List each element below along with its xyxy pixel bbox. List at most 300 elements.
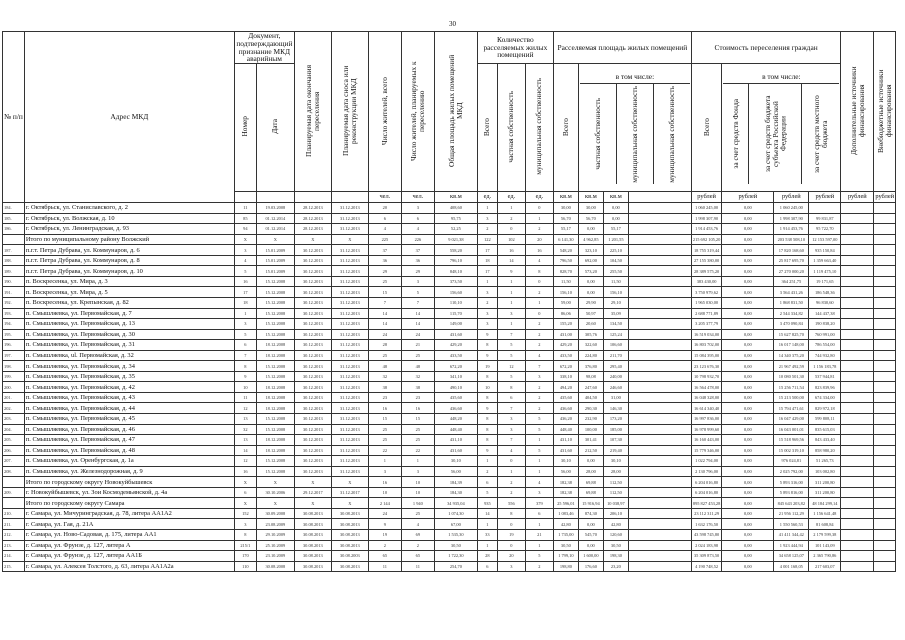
cell-rooms-private: 14 (497, 255, 525, 266)
cell-cost-subject-budget: 1 914 453,76 (774, 224, 809, 235)
row-number: 201. (3, 392, 25, 403)
cell-rooms-total: 18 (477, 255, 497, 266)
cell-extra-budget (874, 498, 896, 509)
cell-residents-total: 4 (368, 224, 401, 235)
cell-cost-subject-budget: 1 868 831,50 (774, 297, 809, 308)
cell-residents-planned: 1 (401, 456, 434, 467)
cell-cost-subject-budget: 25 817 695,70 (774, 255, 809, 266)
cell-cost-subject-budget: 4 001 168,05 (774, 561, 809, 572)
cell-total-area: 433,50 (434, 350, 477, 361)
cell-area-total: 436,60 (553, 403, 578, 414)
cell-cost-subject-budget: 21 956 112,29 (774, 508, 809, 519)
cell-doc-number: 13 (234, 414, 256, 425)
cell-rooms-private: 0 (497, 540, 525, 551)
header-cost-in-that-number: в том числе: за счет средств Фонда за счет средств бюджета субъекта Российской Федерации за счет средств местного бюджета (722, 64, 841, 192)
cell-doc-number: 6 (234, 340, 256, 351)
cell-cost-total: 383 430,00 (691, 276, 721, 287)
cell-planned-demolition: X (331, 498, 368, 509)
cell-rooms-total: 6 (477, 561, 497, 572)
cell-extra-sources: 935 150,84 (809, 245, 841, 256)
cell-doc-number: 5 (234, 266, 256, 277)
cell-rooms-total: 3 (477, 308, 497, 319)
cell-cost-fund: 0,00 (722, 319, 774, 330)
cell-cost-total: 895 827 453,28 (691, 498, 721, 509)
cell-area-total: 25 596,01 (553, 498, 578, 509)
cell-planned-demolition: 31.12.2013 (331, 203, 368, 214)
header-extra-budget: Внебюджетные источники финансирования (874, 32, 896, 192)
cell-rooms-private: 0 (497, 224, 525, 235)
cell-cost-total: 16 519 034,00 (691, 329, 721, 340)
cell-cost-fund: 0,00 (722, 519, 774, 530)
header-address: Адрес МКД (24, 32, 234, 203)
cell-cost-fund: 0,00 (722, 487, 774, 498)
cell-planned-demolition: 31.12.2013 (331, 392, 368, 403)
cell-rooms-total: 9 (477, 445, 497, 456)
blank-cell (628, 477, 691, 488)
cell-residents-total: 1 (368, 456, 401, 467)
cell-area-municipal: 206,10 (603, 508, 628, 519)
cell-cost-total: 16 564 478,00 (691, 382, 721, 393)
cell-doc-date: 01.12.2014 (256, 213, 294, 224)
row-number: 195. (3, 329, 25, 340)
cell-cost-subject-budget: 15 794 471,61 (774, 403, 809, 414)
row-address: г. Самара, ул. Фрунзе, д. 127, литера АА1Б (24, 551, 234, 562)
cell-extra-budget (874, 477, 896, 488)
cell-planned-resettlement: 30.12.2013 (294, 350, 331, 361)
unit: рублей (722, 192, 774, 203)
cell-area-private: 874,30 (578, 508, 603, 519)
table-row (3, 487, 896, 498)
cell-rooms-municipal: 4 (525, 350, 553, 361)
cell-residents-total: 14 (368, 319, 401, 330)
table-row (3, 245, 896, 256)
subtotal-label: Итого по муниципальному району Волжский (24, 234, 234, 245)
cell-doc-number: 4 (234, 255, 256, 266)
subtotal-row (3, 234, 896, 245)
table-row (3, 540, 896, 551)
cell-doc-number: 1 (234, 308, 256, 319)
table-row (3, 371, 896, 382)
cell-rooms-municipal: 0 (525, 276, 553, 287)
table-row (3, 551, 896, 562)
cell-rooms-municipal: 1 (525, 519, 553, 530)
cell-rooms-municipal: 5 (525, 551, 553, 562)
cell-cost-total: 1 965 030,00 (691, 297, 721, 308)
cell-doc-number: 10 (234, 382, 256, 393)
cell-rooms-total: 6 (477, 477, 497, 488)
cell-rooms-municipal: 2 (525, 340, 553, 351)
cell-cost-local-budget (841, 466, 874, 477)
cell-rooms-total: 2 (477, 224, 497, 235)
cell-cost-total: 15 779 346,00 (691, 445, 721, 456)
blank-cell (628, 297, 691, 308)
cell-cost-local-budget (841, 487, 874, 498)
cell-extra-sources: 829 972,18 (809, 403, 841, 414)
cell-planned-demolition: 31.12.2013 (331, 371, 368, 382)
cell-rooms-total: 3 (477, 319, 497, 330)
cell-area-private: 69,88 (578, 477, 603, 488)
cell-area-total: 56,70 (553, 213, 578, 224)
header-area-municipal-2: муниципальная собственность (666, 85, 676, 183)
cell-area-private: 0,00 (578, 456, 603, 467)
cell-area-private: 376,80 (578, 361, 603, 372)
cell-total-area: 184,39 (434, 477, 477, 488)
cell-planned-resettlement: 30.12.2013 (294, 361, 331, 372)
cell-rooms-total: 122 (477, 234, 497, 245)
table-row (3, 392, 896, 403)
cell-cost-subject-budget: 15 002 319,10 (774, 445, 809, 456)
blank-cell (628, 403, 691, 414)
cell-residents-planned: 10 (401, 487, 434, 498)
cell-cost-local-budget (841, 350, 874, 361)
cell-rooms-total: 2 (477, 297, 497, 308)
table-row (3, 466, 896, 477)
cell-total-area: 796,10 (434, 255, 477, 266)
cell-area-municipal: 35,09 (603, 308, 628, 319)
cell-extra-sources: 48 184 299,14 (809, 498, 841, 509)
cell-cost-fund: 0,00 (722, 213, 774, 224)
cell-cost-local-budget (841, 519, 874, 530)
cell-area-private: 290,30 (578, 403, 603, 414)
table-row (3, 329, 896, 340)
cell-area-private: 28,00 (578, 466, 603, 477)
cell-area-municipal: 134,50 (603, 319, 628, 330)
cell-rooms-private: 2 (497, 213, 525, 224)
cell-total-area: 156,60 (434, 287, 477, 298)
cell-rooms-private: 7 (497, 329, 525, 340)
cell-area-municipal: 173,20 (603, 414, 628, 425)
cell-extra-budget (874, 308, 896, 319)
blank-cell (628, 435, 691, 446)
cell-cost-fund: 0,00 (722, 287, 774, 298)
cell-extra-budget (874, 266, 896, 277)
header-rooms-total: Всего (477, 64, 497, 192)
cell-rooms-total: 1 (477, 519, 497, 530)
row-number: 211. (3, 519, 25, 530)
cell-cost-subject-budget: 41 411 344,42 (774, 530, 809, 541)
cell-cost-subject-budget: 1 060 245,00 (774, 203, 809, 214)
cell-rooms-private: 8 (497, 508, 525, 519)
cell-area-municipal: 10 038,97 (603, 498, 628, 509)
cell-rooms-total: 3 (477, 287, 497, 298)
cell-doc-date: 15.12.2008 (256, 371, 294, 382)
cell-cost-total: 16 048 328,00 (691, 392, 721, 403)
cell-rooms-municipal: 2 (525, 382, 553, 393)
cell-planned-resettlement: 30.12.2013 (294, 319, 331, 330)
cell-extra-sources: 51 265,73 (809, 456, 841, 467)
cell-residents-planned: 1 940 (401, 498, 434, 509)
cell-rooms-private: 3 (497, 561, 525, 572)
cell-planned-resettlement: 30.12.2013 (294, 424, 331, 435)
table-row (3, 287, 896, 298)
cell-doc-date: 15.12.2008 (256, 319, 294, 330)
row-address: п. Смышляевка, ул. Первомайская, д. 46 (24, 424, 234, 435)
cell-planned-resettlement: 30.08.2013 (294, 508, 331, 519)
cell-residents-total: 15 (368, 287, 401, 298)
header-area-in-that-number: в том числе: частная собственность муниципальная собственность муниципальная собственность (578, 64, 691, 192)
cell-planned-demolition: X (331, 234, 368, 245)
blank-cell (628, 266, 691, 277)
cell-doc-date: 18.12.2008 (256, 382, 294, 393)
cell-planned-resettlement: 30.08.2013 (294, 540, 331, 551)
cell-area-municipal: 240,00 (603, 371, 628, 382)
cell-residents-total: 14 (368, 308, 401, 319)
cell-cost-local-budget (841, 551, 874, 562)
cell-cost-subject-budget: 364 251,75 (774, 276, 809, 287)
cell-residents-total: 37 (368, 245, 401, 256)
cell-area-private: 0,00 (578, 224, 603, 235)
unit: рублей (809, 192, 841, 203)
cell-cost-subject-budget: 15 256 711,54 (774, 382, 809, 393)
cell-residents-planned: 69 (401, 530, 434, 541)
cell-rooms-municipal: 2 (525, 287, 553, 298)
cell-planned-resettlement: 30.12.2013 (294, 287, 331, 298)
row-address: г. Новокуйбышевск, ул. Зои Космодемьянской, д. 4а (24, 487, 234, 498)
resettlement-table (2, 31, 896, 572)
cell-doc-date: 15.12.2008 (256, 287, 294, 298)
cell-planned-resettlement: X (294, 498, 331, 509)
cell-rooms-total: 9 (477, 403, 497, 414)
cell-planned-resettlement: 30.08.2013 (294, 551, 331, 562)
row-address: г. Октябрьск, ул. Волжская, д. 10 (24, 213, 234, 224)
cell-area-private: 232,90 (578, 414, 603, 425)
blank-cell (628, 498, 691, 509)
cell-cost-fund: 0,00 (722, 350, 774, 361)
cell-rooms-total: 1 (477, 203, 497, 214)
cell-area-total: 828,70 (553, 266, 578, 277)
cell-planned-resettlement: 28.12.2013 (294, 213, 331, 224)
cell-planned-resettlement: 30.12.2013 (294, 403, 331, 414)
cell-planned-demolition: 31.12.2013 (331, 424, 368, 435)
cell-cost-subject-budget: 5 893 316,00 (774, 477, 809, 488)
cell-area-municipal: 23,20 (603, 561, 628, 572)
cell-cost-total: 23 123 676,30 (691, 361, 721, 372)
cell-cost-total: 2 688 771,89 (691, 308, 721, 319)
cell-area-private: 301,41 (578, 435, 603, 446)
cell-cost-total: 1 022 794,00 (691, 456, 721, 467)
cell-rooms-municipal: 5 (525, 445, 553, 456)
table-row (3, 350, 896, 361)
units-spacer-date (256, 192, 294, 203)
header-rooms-private: частная собственность (497, 64, 525, 192)
header-cost-local-budget: за счет средств местного бюджета (812, 95, 829, 173)
cell-extra-sources (809, 203, 841, 214)
cell-extra-budget (874, 508, 896, 519)
row-number: 213. (3, 540, 25, 551)
cell-cost-fund: 0,00 (722, 551, 774, 562)
cell-cost-subject-budget: 1 923 444,94 (774, 540, 809, 551)
cell-planned-resettlement: 30.12.2013 (294, 255, 331, 266)
cell-area-total: 56,00 (553, 466, 578, 477)
cell-rooms-private: 3 (497, 414, 525, 425)
cell-area-municipal: 1 201,55 (603, 234, 628, 245)
cell-cost-fund: 0,00 (722, 255, 774, 266)
cell-extra-budget (874, 551, 896, 562)
cell-cost-fund: 0,00 (722, 540, 774, 551)
cell-area-private: 30,00 (578, 203, 603, 214)
cell-planned-demolition: 30.08.2003 (331, 551, 368, 562)
cell-rooms-private: 1 (497, 466, 525, 477)
cell-rooms-private: 19 (497, 530, 525, 541)
cell-doc-number: X (234, 498, 256, 509)
cell-planned-resettlement: 30.12.2013 (294, 371, 331, 382)
cell-cost-local-budget (841, 445, 874, 456)
cell-residents-total: 38 (368, 382, 401, 393)
table-row (3, 435, 896, 446)
cell-cost-fund: 0,00 (722, 498, 774, 509)
cell-cost-total: 28 389 575,20 (691, 266, 721, 277)
table-row (3, 297, 896, 308)
cell-area-private: 29,90 (578, 297, 603, 308)
subtotal-label: Итого по городскому округу Самара (24, 498, 234, 509)
cell-residents-planned: 3 (401, 203, 434, 214)
unit: рублей (874, 192, 896, 203)
cell-total-area: 373,50 (434, 276, 477, 287)
cell-residents-total: 24 (368, 329, 401, 340)
cell-doc-date: 18.12.2008 (256, 445, 294, 456)
row-address: г. Самара, ул. Ново-Садовая, д. 175, литера АА1 (24, 530, 234, 541)
cell-rooms-total: 19 (477, 361, 497, 372)
cell-extra-sources: 96 830,60 (809, 297, 841, 308)
cell-cost-total: 16 997 836,00 (691, 414, 721, 425)
row-number (3, 498, 25, 509)
cell-residents-planned: 3 (401, 276, 434, 287)
cell-total-area: 254,70 (434, 561, 477, 572)
cell-rooms-private: 5 (497, 340, 525, 351)
cell-rooms-municipal: 4 (525, 477, 553, 488)
table-row (3, 530, 896, 541)
cell-cost-subject-budget: 16 047 429,00 (774, 414, 809, 425)
blank-cell (628, 382, 691, 393)
cell-cost-local-budget (841, 530, 874, 541)
row-address: п. Смышляевка, ул. Первомайская, д. 42 (24, 382, 234, 393)
cell-residents-total: 25 (368, 276, 401, 287)
cell-rooms-private: 20 (497, 551, 525, 562)
cell-residents-total: 23 (368, 392, 401, 403)
cell-total-area: 67,00 (434, 519, 477, 530)
cell-rooms-total: 10 (477, 382, 497, 393)
cell-rooms-total: 1 (477, 456, 497, 467)
blank-cell (628, 361, 691, 372)
cell-total-area: 52,25 (434, 224, 477, 235)
cell-residents-planned: 4 (401, 224, 434, 235)
cell-total-area: 9 021,38 (434, 234, 477, 245)
row-number: 193. (3, 308, 25, 319)
cell-cost-total: 43 598 745,80 (691, 530, 721, 541)
cell-planned-resettlement: 30.12.2013 (294, 266, 331, 277)
cell-rooms-private: 7 (497, 403, 525, 414)
cell-cost-subject-budget: 27 270 000,20 (774, 266, 809, 277)
cell-cost-fund: 0,00 (722, 392, 774, 403)
cell-residents-planned: 25 (401, 350, 434, 361)
cell-rooms-total: 8 (477, 424, 497, 435)
table-row (3, 519, 896, 530)
cell-cost-total: 2 024 183,98 (691, 540, 721, 551)
cell-area-total: 59,00 (553, 297, 578, 308)
cell-residents-total: 22 (368, 445, 401, 456)
cell-extra-budget (874, 276, 896, 287)
header-rooms-municipal: муниципальная собственность (525, 64, 553, 192)
cell-total-area: 431,60 (434, 329, 477, 340)
cell-cost-total: 1 914 453,76 (691, 224, 721, 235)
cell-extra-budget (874, 203, 896, 214)
cell-cost-subject-budget: 21 967 492,59 (774, 361, 809, 372)
cell-rooms-municipal: 1 (525, 540, 553, 551)
unit: рублей (774, 192, 809, 203)
cell-area-municipal: 219,40 (603, 445, 628, 456)
row-address: г. Самара, ул. Гая, д. 21А (24, 519, 234, 530)
cell-cost-local-budget (841, 276, 874, 287)
cell-area-private: 224,80 (578, 350, 603, 361)
header-doc-number: Номер (234, 64, 256, 192)
cell-cost-local-budget (841, 319, 874, 330)
cell-cost-local-budget (841, 297, 874, 308)
cell-area-private: 15 916,94 (578, 498, 603, 509)
row-address: п. Смышляевка, ул. Оренбургская, д. 1а (24, 456, 234, 467)
row-number: 202. (3, 403, 25, 414)
blank-cell (628, 561, 691, 572)
cell-rooms-total: 1 (477, 540, 497, 551)
cell-doc-number: 16 (234, 276, 256, 287)
row-address: п. Смышляевка, ул. Первомайская, д. 7 (24, 308, 234, 319)
table-row (3, 445, 896, 456)
cell-rooms-total: 1 (477, 276, 497, 287)
cell-cost-fund: 0,00 (722, 245, 774, 256)
table-row (3, 382, 896, 393)
cell-cost-fund: 0,00 (722, 340, 774, 351)
cell-doc-date: 15.12.2008 (256, 456, 294, 467)
row-number (3, 477, 25, 488)
cell-rooms-municipal: 4 (525, 255, 553, 266)
cell-rooms-total: 14 (477, 508, 497, 519)
cell-residents-planned: 25 (401, 508, 434, 519)
cell-residents-planned: 21 (401, 340, 434, 351)
cell-residents-total: 9 (368, 519, 401, 530)
cell-planned-resettlement: 30.12.2013 (294, 276, 331, 287)
cell-residents-planned: 65 (401, 551, 434, 562)
cell-rooms-private: 4 (497, 445, 525, 456)
cell-cost-subject-budget: 2 025 792,00 (774, 466, 809, 477)
cell-cost-subject-budget: 16 017 148,00 (774, 340, 809, 351)
row-address: п.г.т. Петра Дубрава, ул. Коммунаров, д. 6 (24, 245, 234, 256)
cell-doc-date: 15.01.2009 (256, 255, 294, 266)
cell-extra-sources: 19 171,65 (809, 276, 841, 287)
subtotal-row (3, 477, 896, 488)
cell-area-municipal: 104,50 (603, 255, 628, 266)
header-cost-group: Стоимость переселения граждан (691, 32, 840, 64)
cell-area-municipal: 42,80 (603, 519, 628, 530)
cell-area-municipal: 295,40 (603, 361, 628, 372)
cell-cost-fund: 0,00 (722, 382, 774, 393)
cell-cost-subject-budget: 14 340 375,20 (774, 350, 809, 361)
cell-cost-fund: 0,00 (722, 445, 774, 456)
cell-doc-date: 01.12.2014 (256, 224, 294, 235)
cell-rooms-private: 1 (497, 297, 525, 308)
cell-area-private: 545,70 (578, 530, 603, 541)
header-area-private: частная собственность (580, 84, 617, 184)
cell-total-area: 95,75 (434, 213, 477, 224)
cell-area-total: 6 141,30 (553, 234, 578, 245)
cell-residents-total: 10 (368, 487, 401, 498)
cell-cost-fund: 0,00 (722, 456, 774, 467)
cell-cost-total: 3 205 377,79 (691, 319, 721, 330)
row-address: г. Октябрьск, ул. Станиславского, д. 2 (24, 203, 234, 214)
cell-cost-subject-budget: 1 550 560,53 (774, 519, 809, 530)
cell-doc-number: 3 (234, 319, 256, 330)
row-number: 189. (3, 266, 25, 277)
cell-area-total: 86,06 (553, 308, 578, 319)
cell-doc-number: X (234, 234, 256, 245)
